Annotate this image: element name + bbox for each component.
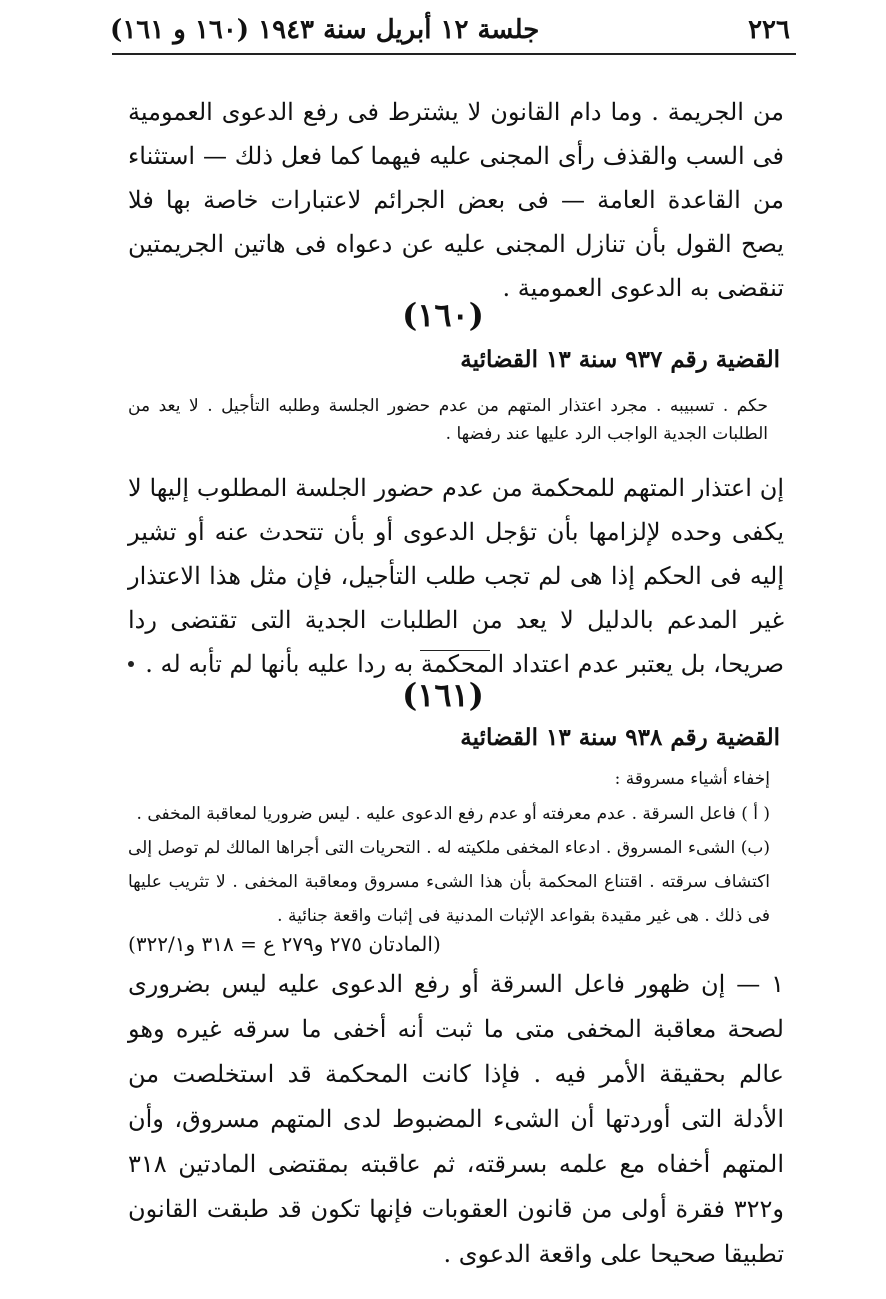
running-header bbox=[110, 8, 790, 52]
header-title: جلسة ١٢ أبريل سنة ١٩٤٣ (١٦٠ و ١٦١) bbox=[110, 15, 540, 45]
ruling-summary-160: حكم . تسبيبه . مجرد اعتذار المتهم من عدم حضور الجلسة وطلبه التأجيل . لا يعد من الطلبات الجدية الواجب الرد عليها عند رفضها . bbox=[128, 396, 768, 444]
stray-mark bbox=[128, 661, 134, 667]
ruling-number-161: (١٦١) bbox=[402, 676, 484, 714]
summary-item-a: ( أ ) فاعل السرقة . عدم معرفته أو عدم رفع الدعوى عليه . ليس ضروريا لمعاقبة المخفى . bbox=[136, 804, 770, 824]
ruling-summary-heading-161: إخفاء أشياء مسروقة : bbox=[614, 769, 770, 789]
section-separator bbox=[420, 650, 490, 651]
ruling-number-160: (١٦٠) bbox=[402, 296, 484, 334]
articles-reference: (المادتان ٢٧٥ و٢٧٩ ع = ٣١٨ و٣٢٢/١) bbox=[128, 932, 441, 956]
ruling-body-160: إن اعتذار المتهم للمحكمة من عدم حضور الجلسة المطلوب إليها لا يكفى وحده لإلزامها بأن تؤجل الدعوى أو بأن تتحدث عنه أو تشير إليه فى الحكم إذا هى لم تجب طلب التأجيل، فإن مثل هذا الاعتذار غير المدعم بالدليل لا يعد من الطلبات الجدية التى تقتضى ردا صريحا، بل يعتبر عدم اعتداد المحكمة به ردا عليه بأنها لم تأبه له . bbox=[128, 474, 784, 678]
case-title-160: القضية رقم ٩٣٧ سنة ١٣ القضائية bbox=[460, 346, 780, 373]
case-title-161: القضية رقم ٩٣٨ سنة ١٣ القضائية bbox=[460, 724, 780, 751]
header-rule bbox=[112, 53, 796, 55]
ruling-body-161: ١ — إن ظهور فاعل السرقة أو رفع الدعوى عليه ليس بضرورى لصحة معاقبة المخفى متى ما ثبت أنه أخفى ما سرقه غيره وهو عالم بحقيقة الأمر فيه . فإذا كانت المحكمة قد استخلصت من الأدلة التى أوردتها أن الشىء المضبوط لدى المتهم مسروق، وأن المتهم أخفاه مع علمه بسرقته، ثم عاقبته بمقتضى المادتين ٣١٨ و٣٢٢ فقرة أولى من قانون العقوبات فإنها تكون قد طبقت القانون تطبيقا صحيحا على واقعة الدعوى . bbox=[128, 970, 784, 1268]
summary-item-b: (ب) الشىء المسروق . ادعاء المخفى ملكيته له . التحريات التى أجراها المالك لم توصل إلى اكتشاف سرقته . اقتناع المحكمة بأن هذا الشىء مسروق ومعاقبة المخفى . لا تثريب عليها فى ذلك . هى غير مقيدة بقواعد الإثبات المدنية فى إثبات واقعة جنائية . bbox=[128, 838, 770, 926]
intro-paragraph: من الجريمة . وما دام القانون لا يشترط فى رفع الدعوى العمومية فى السب والقذف رأى المجنى عليه فيهما كما فعل ذلك — استثناء من القاعدة العامة — فى بعض الجرائم لاعتبارات خاصة بها فلا يصح القول بأن تنازل المجنى عليه عن دعواه فى هاتين الجريمتين تنقضى به الدعوى العمومية . bbox=[128, 98, 784, 302]
page-number: ٢٢٦ bbox=[748, 15, 790, 45]
